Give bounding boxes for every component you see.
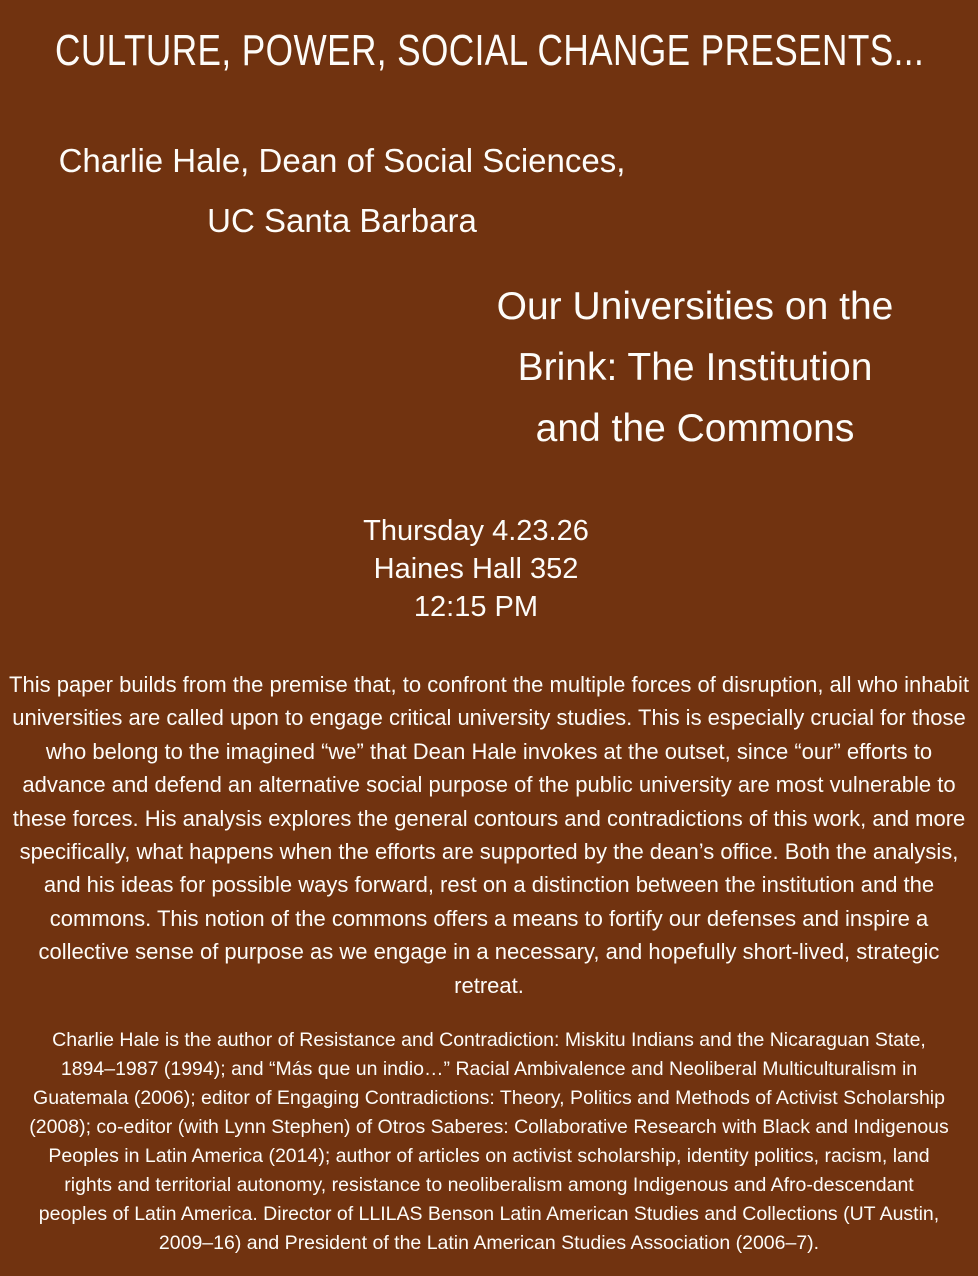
series-header: CULTURE, POWER, SOCIAL CHANGE PRESENTS...	[55, 26, 925, 75]
talk-title-line-3: and the Commons	[535, 407, 855, 450]
event-location: Haines Hall 352	[373, 553, 579, 585]
speaker-bio: Charlie Hale is the author of Resistance and Contradiction: Miskitu Indians and the Nicaraguan State, 1894–1987 (1994); and “Más que un indio…” Racial Ambivalence and Neoliberal Multiculturalism in Guatemala (2006); editor of Engaging Contradictions: Theory, Politics and Methods of Activist Scholarship (2008); co-editor (with Lynn Stephen) of Otros Saberes: Collaborative Research with Black and Indigenous Peoples in Latin America (2014); author of articles on activist scholarship, identity politics, racism, land rights and territorial autonomy, resistance to neoliberalism among Indigenous and Afro-descendant peoples of Latin America. Director of LLILAS Benson Latin American Studies and Collections (UT Austin, 2009–16) and President of the Latin American Studies Association (2006–7).	[29, 1029, 949, 1254]
talk-title-line-2: Brink: The Institution	[517, 346, 873, 389]
speaker-block	[32, 131, 652, 251]
event-date: Thursday 4.23.26	[363, 515, 589, 547]
talk-title-line-1: Our Universities on the	[496, 285, 894, 328]
talk-title	[425, 276, 965, 459]
talk-abstract: This paper builds from the premise that, to confront the multiple forces of disruption, all who inhabit universities are called upon to engage critical university studies. This is especially crucial for those who belong to the imagined “we” that Dean Hale invokes at the outset, since “our” efforts to advance and defend an alternative social purpose of the public university are most vulnerable to these forces. His analysis explores the general contours and contradictions of this work, and more specifically, what happens when the efforts are supported by the dean’s office. Both the analysis, and his ideas for possible ways forward, rest on a distinction between the institution and the commons. This notion of the commons offers a means to fortify our defenses and inspire a collective sense of purpose as we engage in a necessary, and hopefully short-lived, strategic retreat.	[9, 672, 969, 998]
speaker-affiliation: UC Santa Barbara	[207, 202, 477, 239]
event-details	[156, 512, 796, 626]
speaker-name-and-title: Charlie Hale, Dean of Social Sciences,	[58, 142, 626, 179]
event-time: 12:15 PM	[413, 591, 539, 623]
